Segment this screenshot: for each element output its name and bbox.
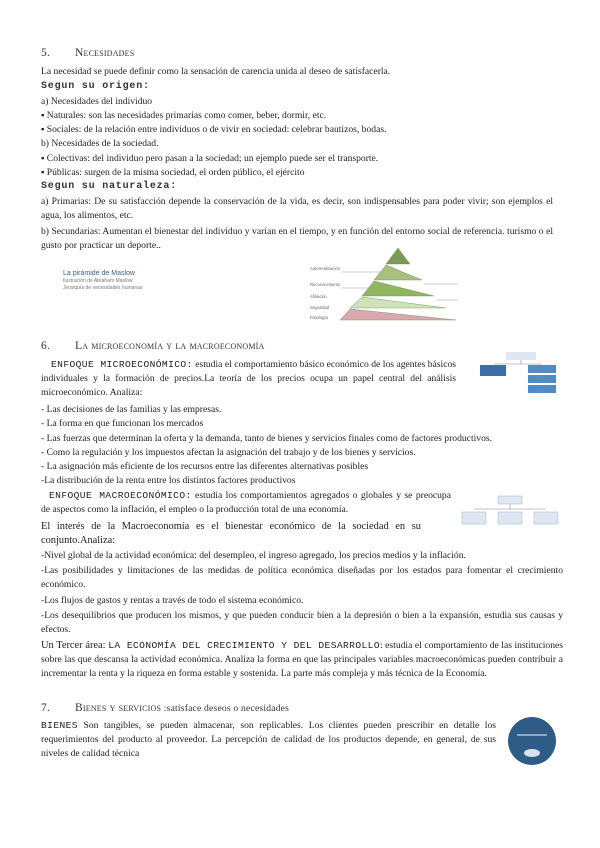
maslow-caption-line2: Jerarquía de necesidades humanas: [63, 285, 143, 291]
diagram-box: [480, 365, 506, 376]
pyramid-level-5: [340, 309, 456, 320]
diagram-box: [534, 512, 558, 524]
pyramid-level-3: [362, 281, 434, 296]
micro-item: - La asignación más eficiente de los recursos entre las diferentes alternativas posibles: [41, 461, 369, 472]
section-number: 6.: [41, 340, 51, 352]
macro-label: ENFOQUE MACROECONÓMICO:: [49, 490, 192, 501]
diagram-box: [528, 385, 556, 393]
diagram-box: [462, 512, 486, 524]
maslow-caption-image: [63, 270, 233, 304]
micro-item: - Las decisiones de las familias y las empresas.: [41, 404, 222, 415]
pyramid-label: Afiliación: [310, 294, 327, 299]
section-number: 5.: [41, 47, 51, 59]
goods-text: Son tangibles, se pueden almacenar, son replicables. Los clientes pueden prescribir en detalle los requerimientos del producto al proveedor. La percepción de calidad de los productos depende, en general, de sus niveles de calidad técnica: [41, 720, 496, 759]
pyramid-label: Seguridad: [310, 305, 330, 310]
section-number: 7.: [41, 702, 51, 714]
origin-natural: ▪ Naturales: son las necesidades primarias como comer, beber, dormir, etc.: [41, 110, 327, 121]
section-subtitle: :satisface deseos o necesidades: [161, 703, 290, 714]
circle-outer: [508, 717, 556, 765]
micro-item: -La distribución de la renta entre los distintos factores productivos: [41, 475, 296, 486]
goods-paragraph: [41, 719, 496, 761]
macro-item: -Las posibilidades y limitaciones de las medidas de política económica diseñadas por los estados para fomentar el crecimiento económico.: [41, 565, 563, 590]
diagram-box: [498, 496, 522, 504]
origin-social: ▪ Sociales: de la relación entre individuos o de vivir en sociedad: celebrar bautizos, bodas.: [41, 124, 387, 135]
micro-paragraph: [41, 358, 456, 400]
section-7-heading: [41, 701, 289, 716]
section-title: Bienes y servicios: [75, 702, 162, 714]
section-title: La microeconomía y la macroeconomía: [75, 340, 265, 352]
macro-item: -Los flujos de gastos y rentas a través de todo el sistema económico.: [41, 595, 304, 606]
nature-subheading: Segun su naturaleza:: [41, 181, 178, 192]
nature-secondary: b) Secundarias: Aumentan el bienestar del individuo y varían en el tiempo, y en función del entorno social de referencia. turismo o el gusto por practicar un deporte..: [41, 226, 553, 251]
maslow-pyramid-diagram: [308, 246, 488, 324]
goods-circle-graphic: [507, 715, 557, 767]
origin-collective: ▪ Colectivas: del individuo pero pasan a la sociedad; un ejemplo puede ser el transporte.: [41, 153, 379, 164]
micro-label: ENFOQUE MICROECONÓMICO:: [51, 359, 193, 370]
pyramid-label: Fisiología: [310, 315, 328, 320]
macro-item: -Nivel global de la actividad económica: del desempleo, el ingreso agregado, los precios medios y la inflación.: [41, 550, 466, 561]
pyramid-level-4: [350, 297, 446, 308]
diagram-box: [528, 365, 556, 373]
origin-subheading: Segun su origen:: [41, 81, 150, 92]
third-area-text: : estudia el comportamiento de las instituciones sobre las que descansa la actividad económica. Analiza la forma en que las principales variables macroeconómicas pueden contribuir a incrementar la renta y la riqueza en forma estable y sostenida. La parte más compleja y más técnica de la Economía.: [41, 640, 563, 679]
section-5-heading: [41, 46, 134, 60]
macro-paragraph: [41, 489, 451, 517]
origin-individual: a) Necesidades del individuo: [41, 96, 153, 107]
micro-item: - Las fuerzas que determinan la oferta y la demanda, tanto de bienes y servicios finales como de factores productivos.: [41, 433, 492, 444]
micro-text: estudia el comportamiento básico económico de los agentes básicos individuales y la formación de precios.La teoría de los precios ocupa un papel central del análisis microeconómico. Analiza:: [41, 359, 456, 398]
micro-item: - La forma en que funcionan los mercados: [41, 418, 204, 429]
micro-diagram: [478, 352, 560, 398]
section-6-heading: [41, 339, 265, 353]
circle-inner: [524, 749, 540, 757]
origin-society: b) Necesidades de la sociedad.: [41, 138, 159, 149]
origin-public: ▪ Públicas: surgen de la misma sociedad, el orden público, el ejército: [41, 167, 305, 178]
macro-text: estudia los comportamientos agregados o globales y se preocupa de aspectos como la inflación, el empleo o la producción total de una economía.: [41, 490, 451, 515]
diagram-box: [506, 352, 536, 360]
pyramid-label: Reconocimiento: [310, 282, 341, 287]
section-title: Necesidades: [75, 47, 135, 59]
nature-primary: a) Primarias: De su satisfacción depende la conservación de la vida, es decir, son indispensables para poder vivir; son ejemplos el agua, los alimentos, etc.: [41, 196, 553, 221]
micro-item: - Como la regulación y los impuestos afectan la asignación del trabajo y de los bienes y servicios.: [41, 447, 416, 458]
pyramid-level-2: [374, 265, 422, 280]
diagram-box: [528, 375, 556, 383]
pyramid-level-1: [386, 248, 410, 264]
goods-label: BIENES: [41, 720, 78, 731]
diagram-box: [498, 512, 522, 524]
needs-definition: La necesidad se puede definir como la sensación de carencia unida al deseo de satisfacerla.: [41, 66, 391, 77]
third-area-lead: Un Tercer área:: [41, 640, 109, 651]
maslow-caption-title: La pirámide de Maslow: [63, 270, 135, 277]
macro-interest: El interés de la Macroeconomía es el bienestar económico de la sociedad en su conjunto.Analiza:: [41, 521, 421, 546]
pyramid-label: Autorrealización: [310, 266, 341, 271]
third-area-paragraph: [41, 639, 563, 681]
macro-diagram: [460, 495, 560, 529]
third-area-label: LA ECONOMÍA DEL CRECIMIENTO Y DEL DESARROLLO: [108, 640, 380, 651]
maslow-caption-line1: Ilustración de Abraham Maslow: [63, 278, 133, 284]
macro-item: -Los desequilibrios que producen los mismos, y que pueden conducir bien a la depresión o bien a la expansión, estudia sus causas y efectos.: [41, 610, 563, 635]
